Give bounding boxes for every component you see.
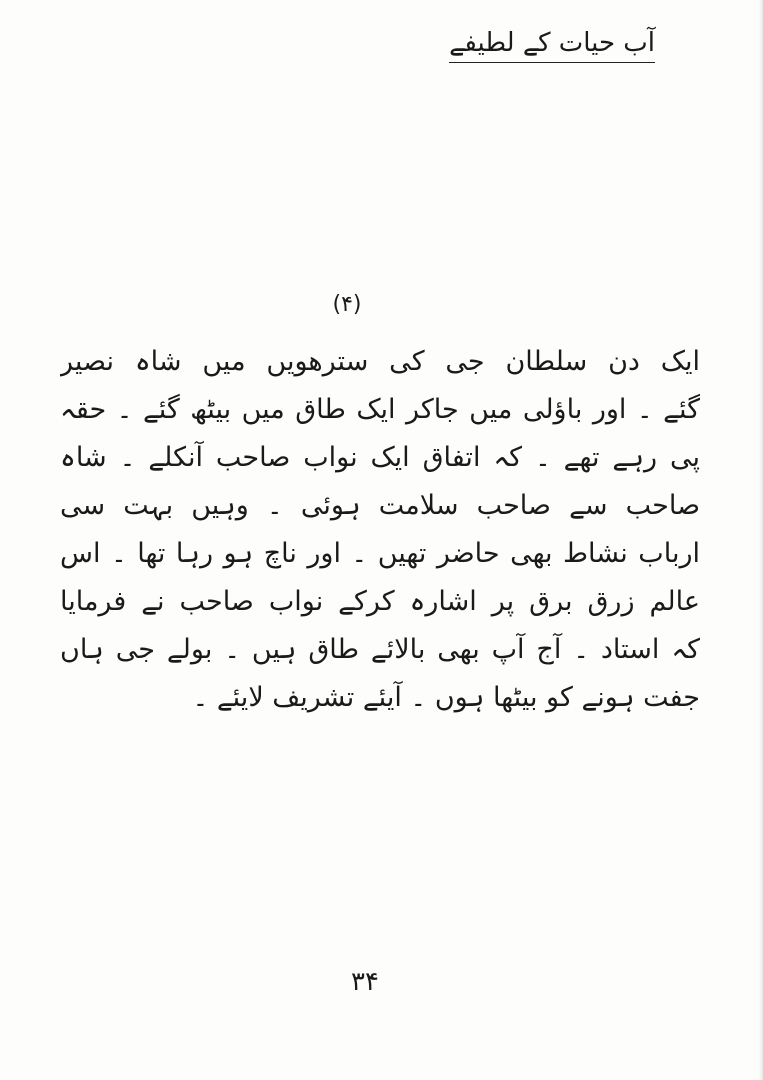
story-body — [60, 338, 700, 722]
page-edge — [759, 0, 763, 1080]
text-line: کہ استاد ۔ آج آپ بھی بالائے طاق ہیں ۔ بولے جی ہاں — [60, 634, 700, 665]
text-line: عالم زرق برق پر اشارہ کرکے نواب صاحب نے فرمایا — [60, 586, 700, 617]
text-line: صاحب سے صاحب سلامت ہوئی ۔ وہیں بہت سی — [60, 490, 700, 521]
running-header-title: آب حیات کے لطیفے — [449, 26, 655, 63]
text-line: گئے ۔ اور باؤلی میں جاکر ایک طاق میں بیٹھ گئے ۔ حقہ — [60, 394, 700, 425]
page-number: ۳۴ — [351, 967, 379, 997]
text-line: پی رہے تھے ۔ کہ اتفاق ایک نواب صاحب آنکلے ۔ شاہ — [60, 442, 700, 473]
text-line: ایک دن سلطان جی کی سترھویں میں شاہ نصیر — [60, 346, 700, 377]
text-line: ارباب نشاط بھی حاضر تھیں ۔ اور ناچ ہو رہا تھا ۔ اس — [60, 538, 700, 569]
text-line: جفت ہونے کو بیٹھا ہوں ۔ آیئے تشریف لایئے ۔ — [192, 682, 700, 713]
story-number: (۴) — [332, 292, 362, 317]
